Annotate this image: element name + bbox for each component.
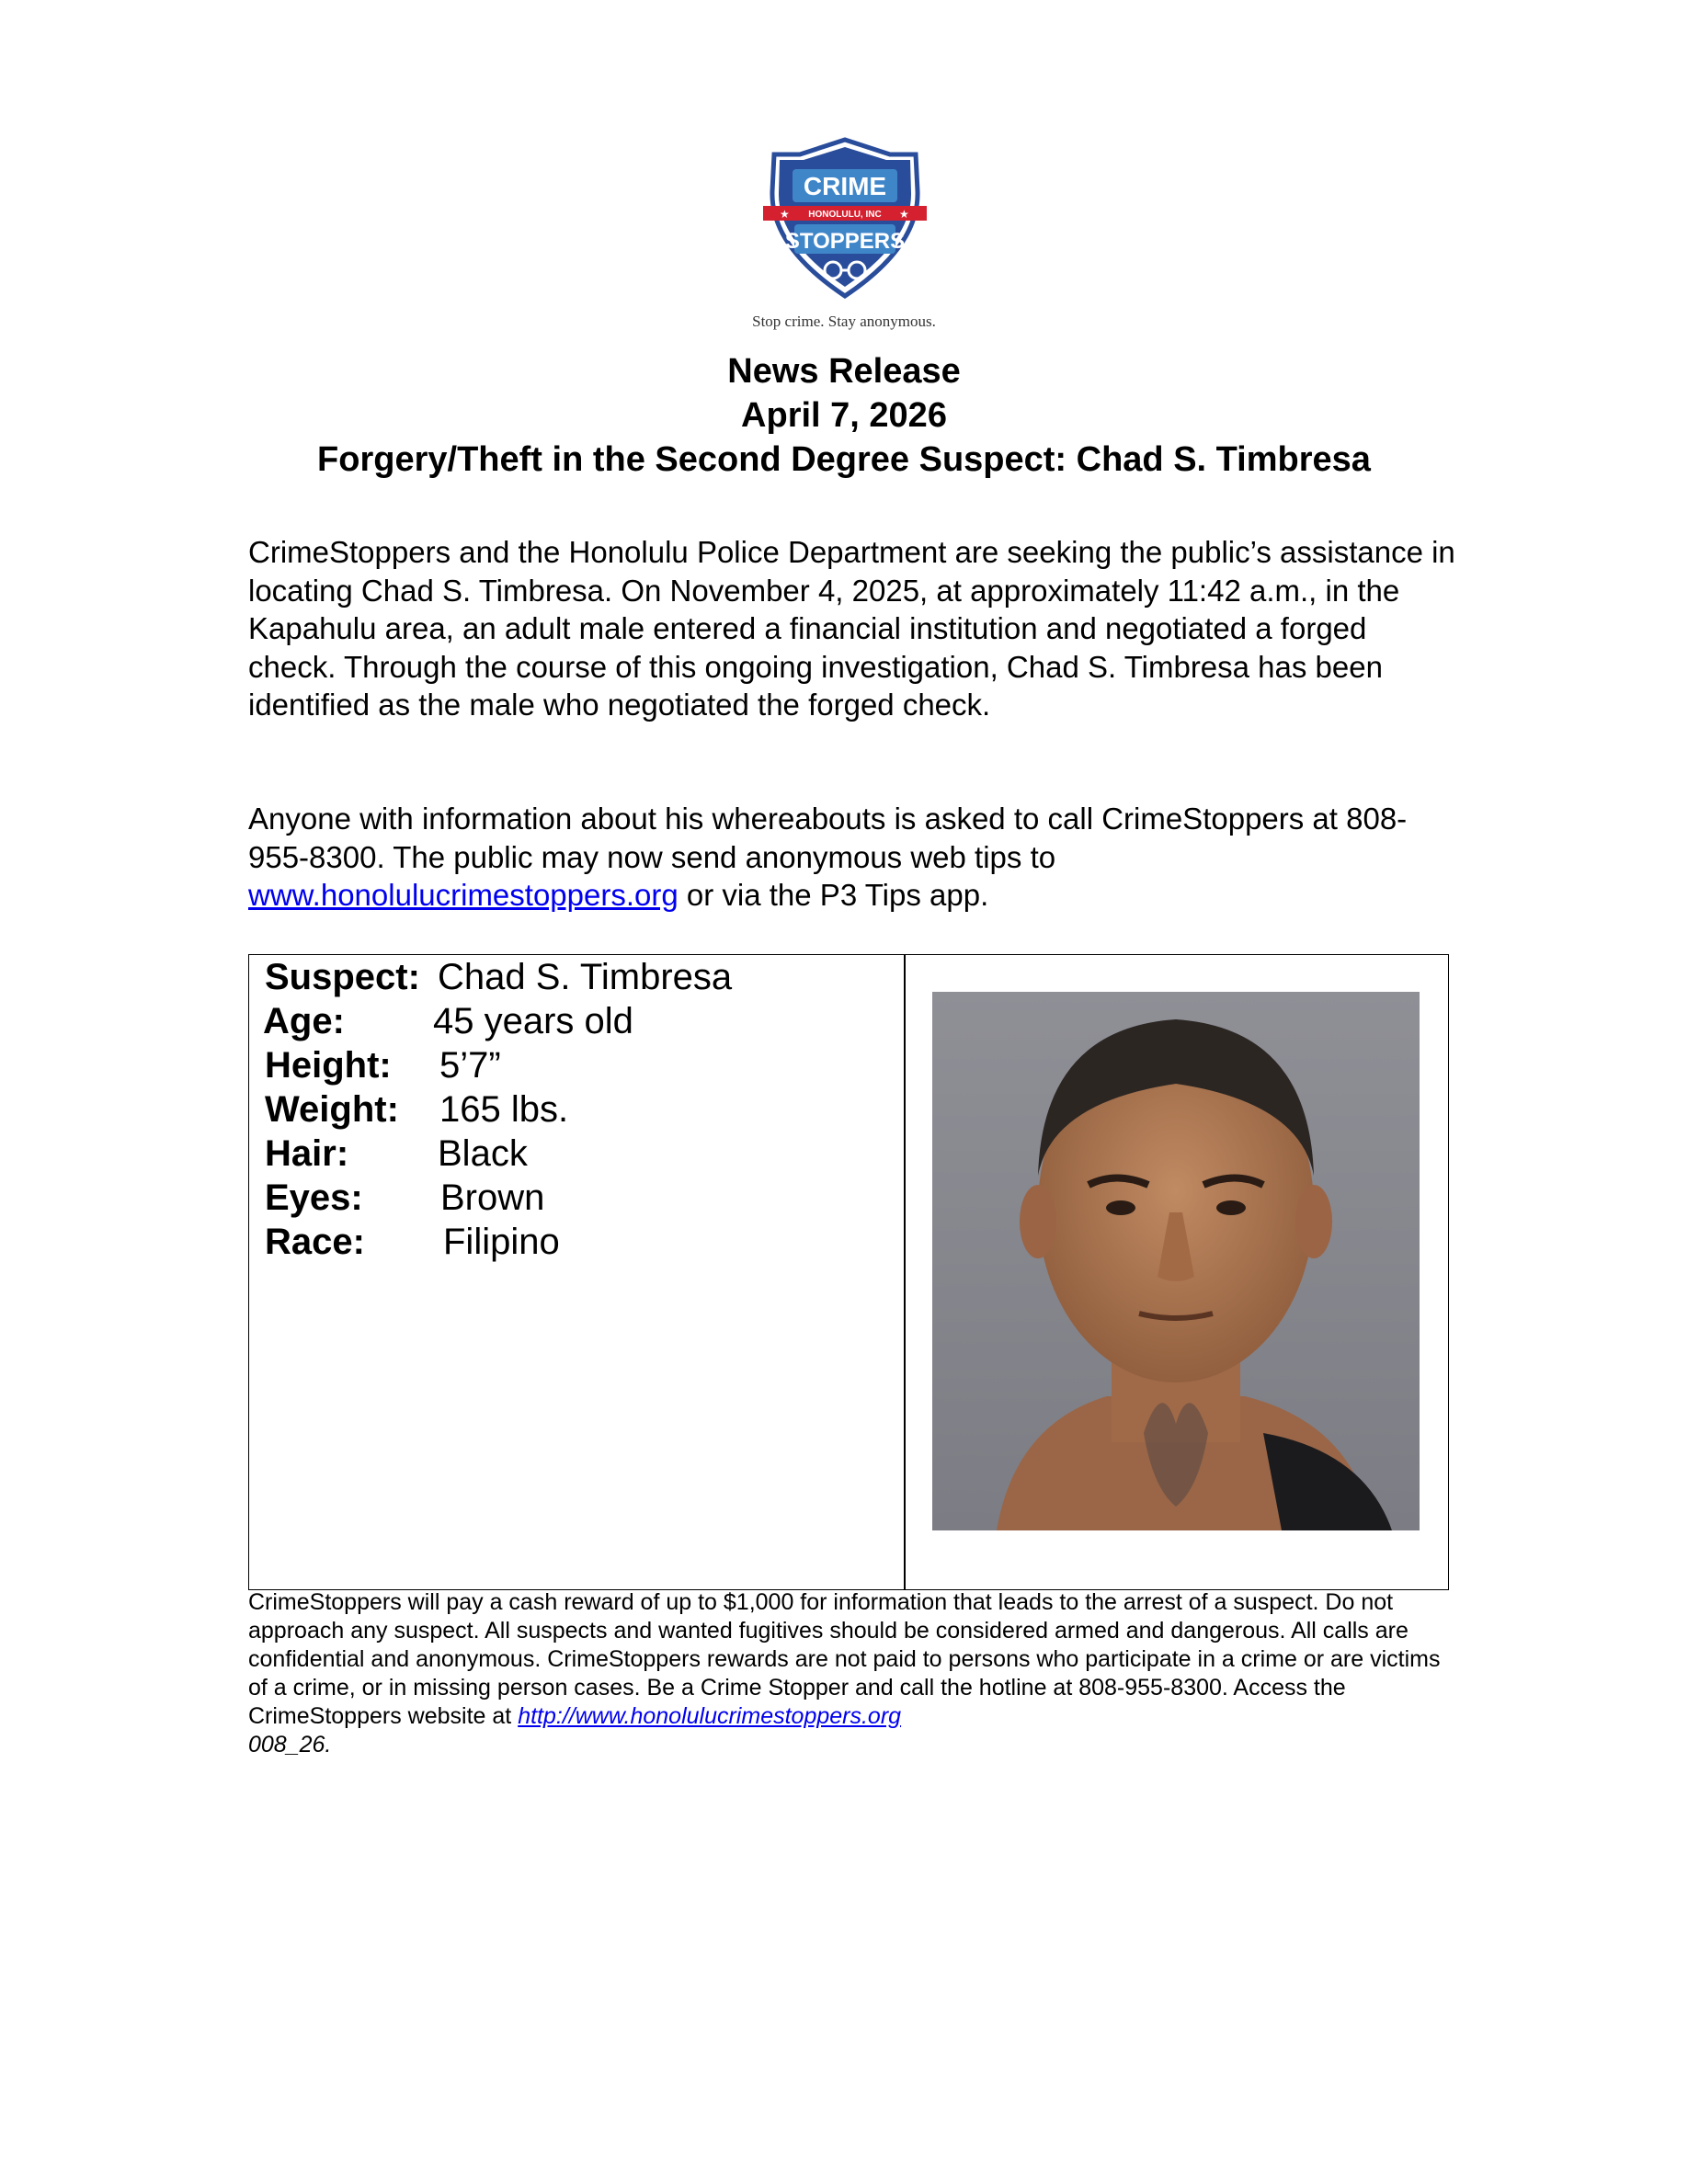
eyes-value: Brown: [440, 1177, 545, 1218]
disclaimer: [248, 1588, 1462, 1759]
tagline: Stop crime. Stay anonymous.: [752, 313, 936, 330]
svg-text:★: ★: [780, 208, 790, 221]
suspect-photo: [932, 992, 1420, 1530]
website-link[interactable]: www.honolulucrimestoppers.org: [248, 878, 679, 912]
race-value: Filipino: [443, 1222, 560, 1262]
height-label: Height:: [265, 1045, 392, 1086]
age-label: Age:: [263, 1001, 345, 1041]
release-code: 008_26.: [248, 1732, 332, 1757]
race-label: Race:: [265, 1222, 365, 1262]
release-subject: Forgery/Theft in the Second Degree Suspect: Chad S. Timbresa: [317, 440, 1371, 479]
logo-text-top: CRIME: [803, 172, 887, 200]
page-title: News Release: [727, 352, 961, 391]
age-value: 45 years old: [433, 1001, 633, 1041]
release-date: April 7, 2026: [741, 396, 947, 435]
weight-label: Weight:: [265, 1089, 399, 1130]
weight-value: 165 lbs.: [439, 1089, 569, 1130]
suspect-value: Chad S. Timbresa: [438, 957, 733, 997]
contact-paragraph: [248, 800, 1462, 915]
height-value: 5’7”: [439, 1045, 501, 1086]
svg-text:★: ★: [899, 208, 909, 221]
logo-text-band: HONOLULU, INC: [808, 210, 882, 220]
logo-text-bottom: STOPPERS: [784, 229, 906, 254]
contact-tail: or via the P3 Tips app.: [678, 878, 989, 912]
description-paragraph: CrimeStoppers and the Honolulu Police Department are seeking the public’s assistance in locating Chad S. Timbresa. On November 4, 2025, at approximately 11:42 a.m., in the Kapahulu area, an adult male entered a financial institution and negotiated a forged check. Through the course of this ongoing investigation, Chad S. Timbresa has been identified as the male who negotiated the forged check.: [248, 535, 1455, 722]
footer-website-link[interactable]: http://www.honolulucrimestoppers.org: [518, 1703, 902, 1729]
disclaimer-text: CrimeStoppers will pay a cash reward of up to $1,000 for information that leads to the arrest of a suspect. Do not approach any suspect. All suspects and wanted fugitives should be considered armed and dangerous. All calls are confidential and anonymous. CrimeStoppers rewards are not paid to persons who participate in a crime or are victims of a crime, or in missing person cases. Be a Crime Stopper and call the hotline at 808-955-8300. Access the CrimeStoppers website at: [248, 1589, 1441, 1729]
hair-label: Hair:: [265, 1133, 349, 1174]
suspect-label: Suspect:: [265, 957, 420, 997]
crimestoppers-logo: [761, 136, 929, 300]
eyes-label: Eyes:: [265, 1177, 363, 1218]
hair-value: Black: [438, 1133, 528, 1174]
suspect-info-table: [248, 954, 1449, 1590]
contact-text: Anyone with information about his whereabouts is asked to call CrimeStoppers at 808-955-8300. The public may now send anonymous web tips to: [248, 802, 1408, 874]
table-divider: [904, 955, 906, 1589]
